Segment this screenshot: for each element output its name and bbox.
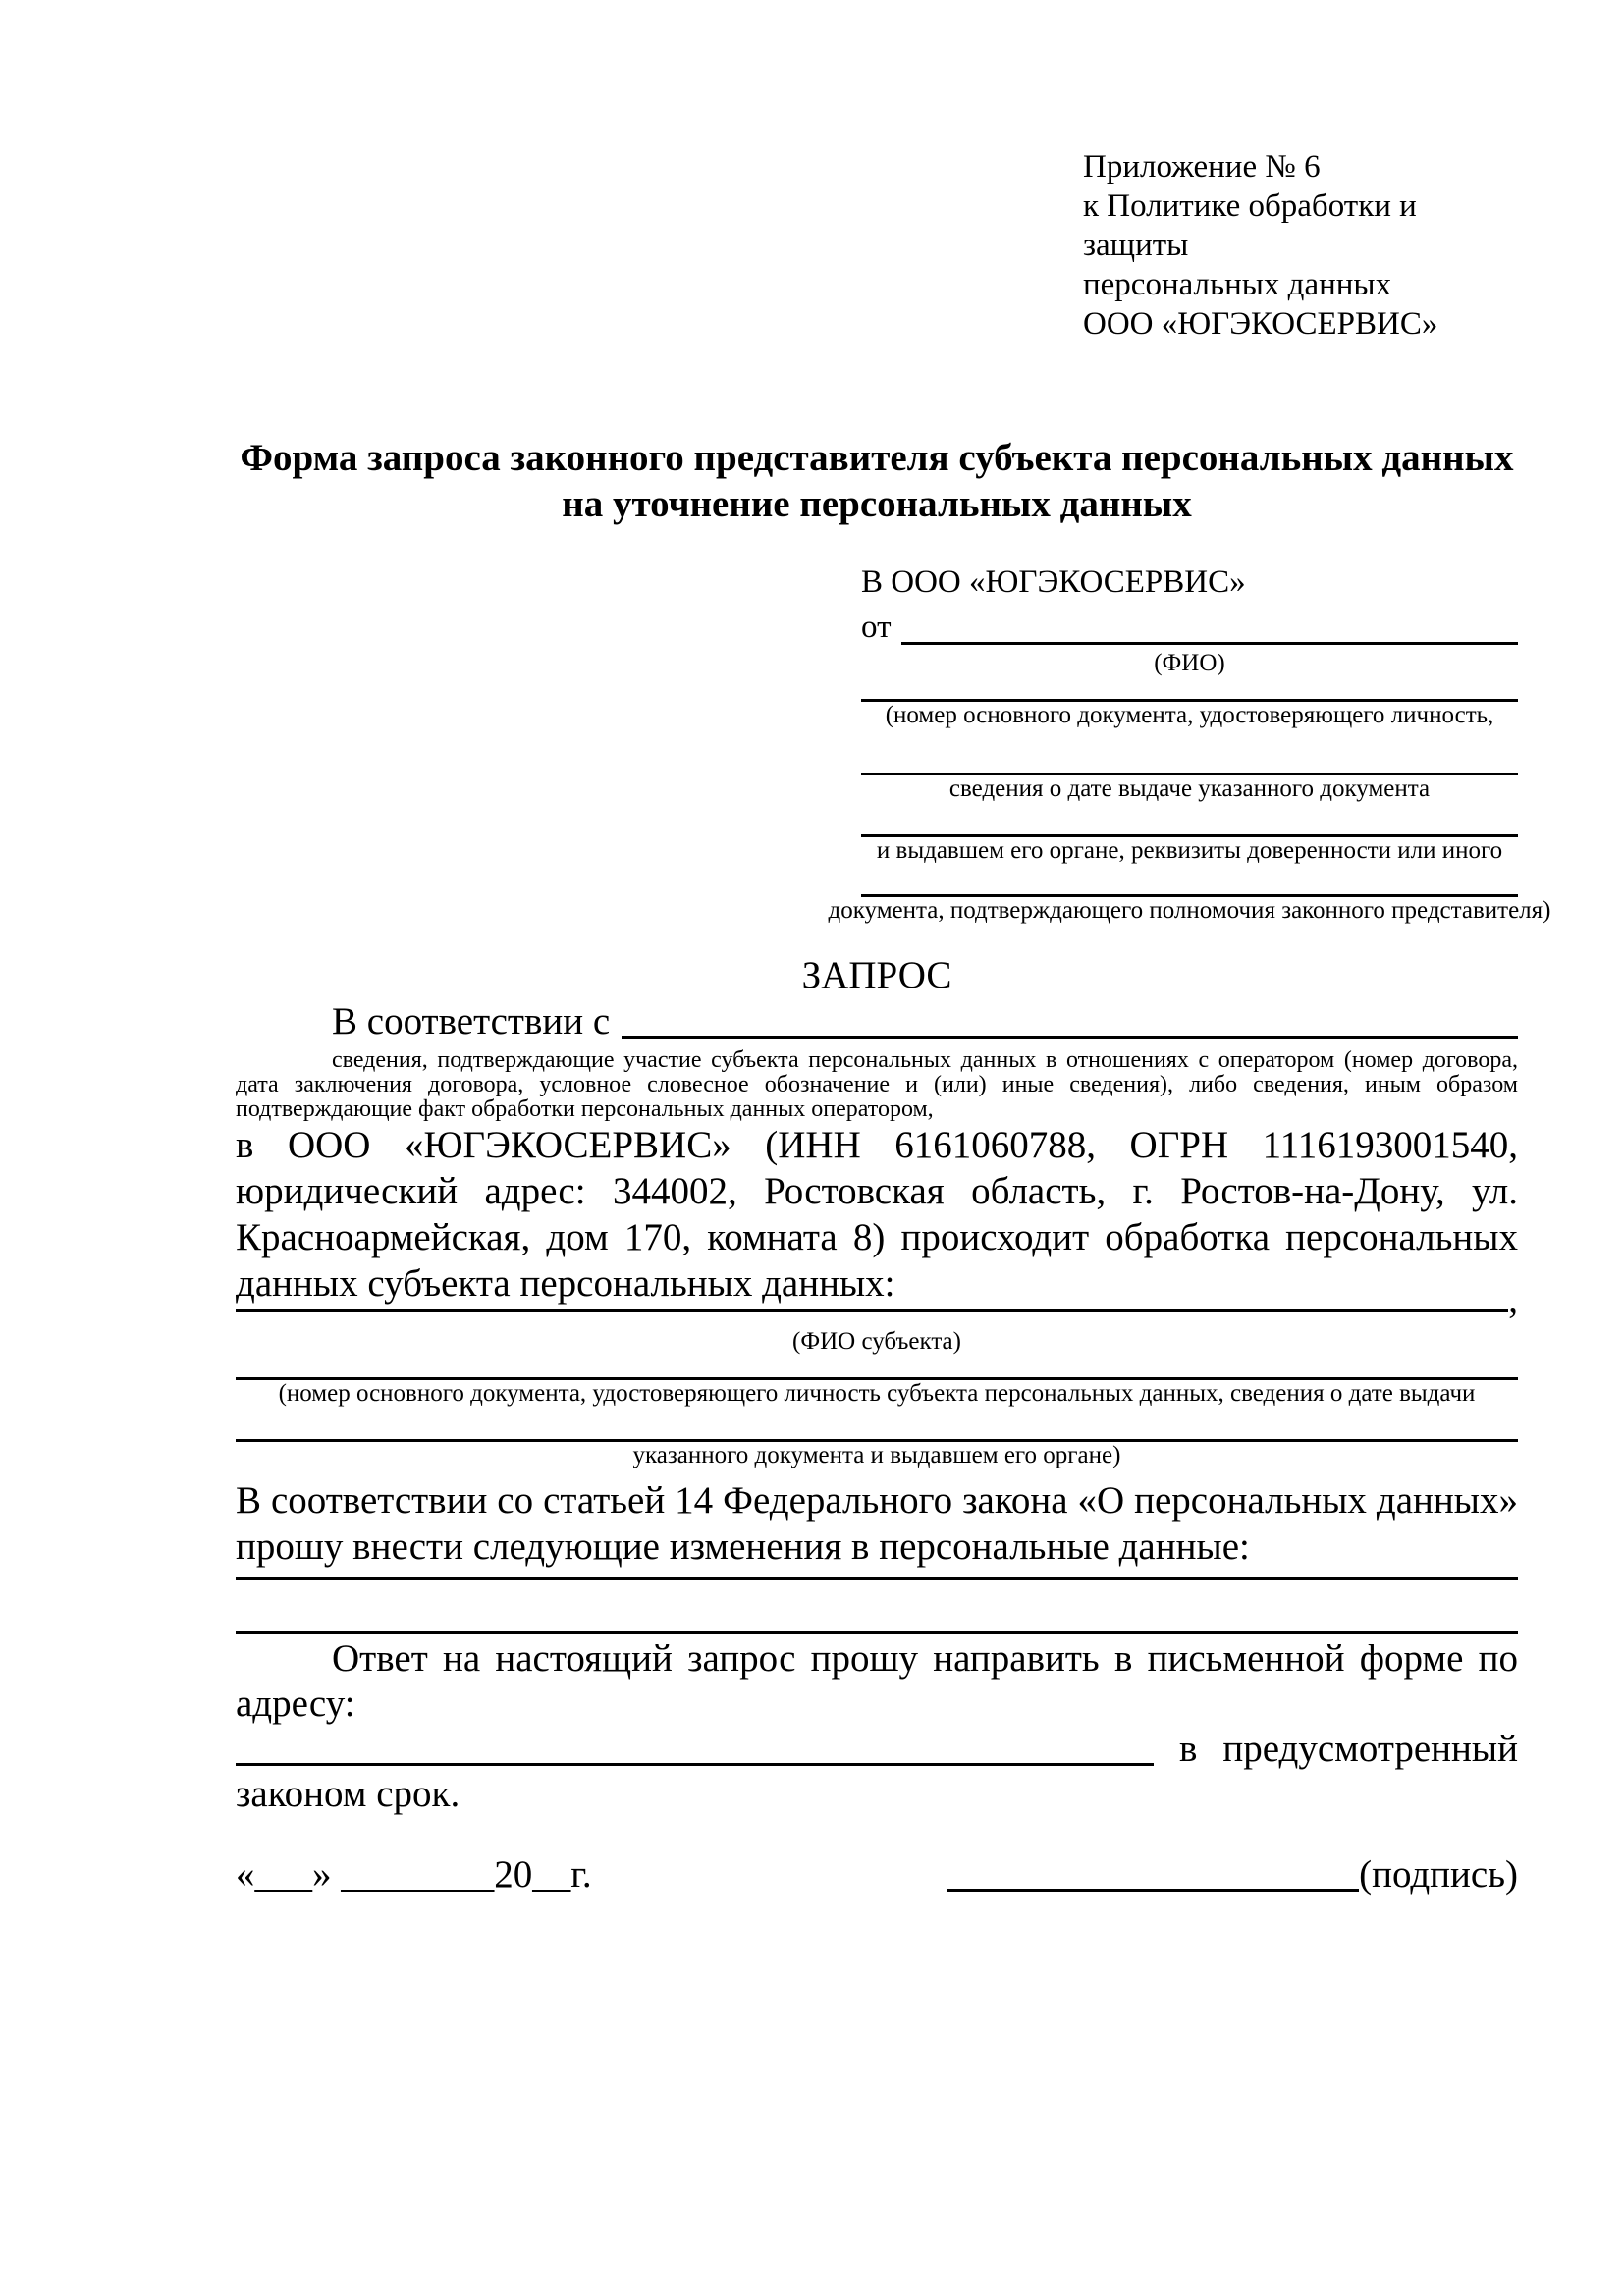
appendix-block [1083,147,1518,344]
addressee-to: В ООО «ЮГЭКОСЕРВИС» [861,564,1246,600]
doc-field-caption [828,897,1551,925]
signature-caption: (подпись) [1359,1853,1518,1896]
appendix-line: к Политике обработки и защиты [1083,188,1417,263]
subject-fio-blank-line [236,1309,1508,1312]
fio-caption [861,650,1518,677]
form-title-line-2: на уточнение персональных данных [562,483,1192,525]
request-heading: ЗАПРОС [801,954,952,996]
accordance-row [236,998,1518,1044]
appendix-line: персональных данных [1083,267,1392,302]
signature-blank-line [947,1889,1359,1892]
doc-field-caption-text: документа, подтверждающего полномочия законного представителя) [828,897,1551,924]
subject-doc-blank-line-1 [236,1356,1518,1380]
fio-blank-line [901,642,1519,645]
subject-doc-blank-line-2 [236,1408,1518,1442]
doc-field-blank-line [861,803,1518,837]
fio-caption-text: (ФИО) [1154,650,1225,676]
subject-line-comma: , [1508,1279,1518,1321]
from-label: от [861,610,892,645]
answer-paragraph: Ответ на настоящий запрос прошу направить в письменной форме по адресу: [236,1637,1518,1725]
answer-tail: законом срок. [236,1773,460,1815]
appendix-line: ООО «ЮГЭКОСЕРВИС» [1083,306,1438,342]
subject-doc-caption-1-text: (номер основного документа, удостоверяющего личность субъекта персональных данных, сведения о дате выдачи [278,1380,1476,1407]
law-paragraph: В соответствии со статьей 14 Федерального закона «О персональных данных» прошу внести следующие изменения в персональные данные: [236,1479,1518,1568]
signature-group [947,1852,1518,1897]
changes-blank-line-1 [236,1570,1518,1580]
doc-field-blank-line [861,729,1518,775]
doc-field-caption [861,775,1518,803]
date-signature-row [236,1852,1518,1897]
form-title [236,435,1518,527]
doc-field-caption-text: (номер основного документа, удостоверяющего личность, [885,702,1494,728]
subject-fio-caption [236,1328,1518,1356]
doc-field-caption [861,702,1518,729]
answer-address-row [236,1727,1518,1772]
subject-doc-caption-1 [236,1380,1518,1408]
subject-fio-caption-text: (ФИО субъекта) [792,1328,961,1355]
footnote-text: сведения, подтверждающие участие субъекта персональных данных в отношениях с оператором (номер договора, дата заключения договора, условное словесное обозначение и (или) иные сведения), либо сведения, иным образом подтверждающие факт обработки персональных данных оператором, [236,1047,1518,1122]
subject-doc-caption-2-text: указанного документа и выдавшем его органе) [632,1442,1121,1468]
answer-word-prescribed: предусмотренный [1222,1728,1518,1770]
addressee-block [828,560,1551,925]
doc-field-blank-line [861,677,1518,702]
doc-field-blank-line [861,865,1518,897]
subject-doc-caption-2 [236,1442,1518,1469]
accordance-blank-line [622,1036,1518,1039]
changes-blank-line-2 [236,1580,1518,1634]
form-title-line-1: Форма запроса законного представителя субъекта персональных данных [240,437,1514,479]
document-content [236,0,1551,1897]
doc-field-caption-text: сведения о дате выдаче указанного документа [948,775,1431,802]
answer-word-in: в [1178,1728,1198,1770]
addressee-from-row [861,605,1518,650]
accordance-label: В соответствии с [332,1000,611,1042]
doc-field-caption [861,837,1518,865]
date-line: «___» ________20__г. [236,1853,592,1896]
doc-field-caption-text: и выдавшем его органе, реквизиты доверенности или иного [876,837,1503,864]
appendix-line: Приложение № 6 [1083,149,1321,185]
address-blank-line [236,1763,1154,1766]
operator-paragraph: в ООО «ЮГЭКОСЕРВИС» (ИНН 6161060788, ОГРН 1116193001540, юридический адрес: 344002, Ростовская область, г. Ростов-на-Дону, ул. Красноармейская, дом 170, комната 8) происходит обработка персональных данных субъекта персональных данных: [236,1124,1518,1305]
